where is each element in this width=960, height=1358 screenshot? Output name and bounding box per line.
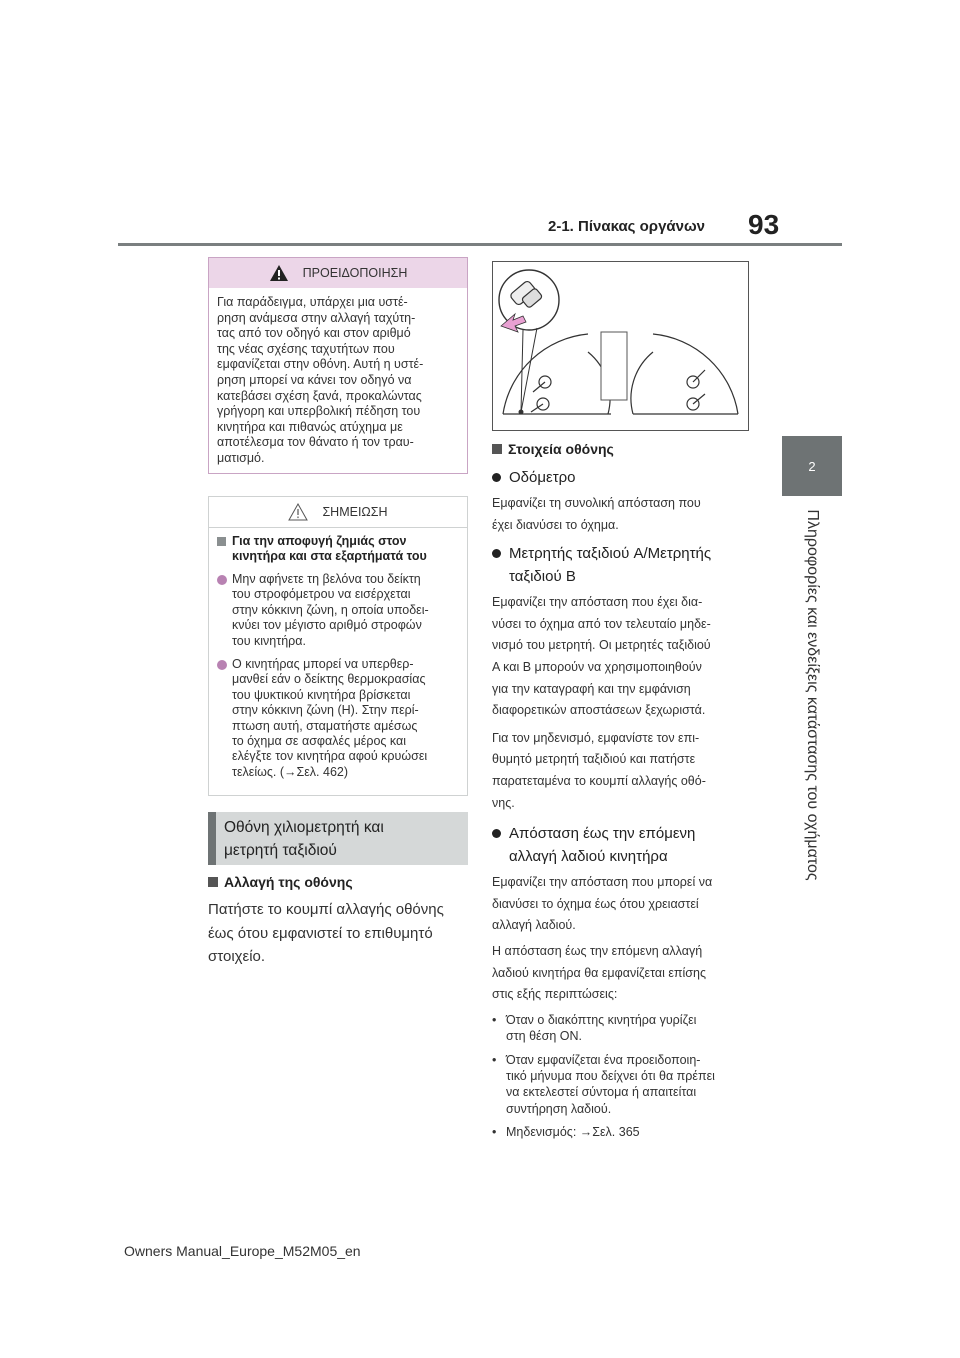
warning-header bbox=[209, 258, 467, 288]
bullet-dot-icon bbox=[492, 473, 501, 482]
warning-line: γρήγορη και υπερβολική πέδηση του bbox=[217, 404, 421, 419]
chapter-number: 2 bbox=[808, 458, 816, 474]
warning-line: Για παράδειγμα, υπάρχει μια υστέ- bbox=[217, 295, 408, 309]
odometer-heading bbox=[492, 466, 762, 489]
text-line: Όταν ο διακόπτης κινητήρα γυρίζει bbox=[506, 1012, 697, 1027]
header-divider bbox=[118, 243, 842, 246]
list-item bbox=[492, 1124, 762, 1140]
bullet-dot-icon bbox=[217, 575, 227, 585]
text-line: έχει διανύσει το όχημα. bbox=[492, 517, 619, 532]
warning-line: τας από τον οδηγό και στον αριθμό bbox=[217, 326, 411, 341]
list-bullet: • bbox=[492, 1125, 497, 1140]
text-line: A και B μπορούν να χρησιμοποιηθούν bbox=[492, 659, 702, 674]
warning-line: ρηση ανάμεσα στην αλλαγή ταχύτη- bbox=[217, 310, 416, 325]
heading-line: Μετρητής ταξιδιού A/Μετρητής bbox=[509, 545, 712, 563]
cluster-drawing bbox=[493, 262, 748, 430]
heading-text: Στοιχεία οθόνης bbox=[508, 441, 614, 457]
chapter-tab bbox=[782, 436, 842, 496]
page-number: 93 bbox=[748, 209, 780, 240]
square-bullet-icon bbox=[492, 444, 502, 454]
trip-reset-text bbox=[492, 728, 762, 814]
note-line: Ο κινητήρας μπορεί να υπερθερ- bbox=[232, 657, 414, 672]
text-line: νης. bbox=[492, 795, 515, 810]
display-change-text bbox=[208, 898, 473, 969]
note-line: του κινητήρα. bbox=[232, 633, 306, 648]
note-item bbox=[217, 572, 459, 649]
note-line: του ψυκτικού κινητήρα βρίσκεται bbox=[232, 687, 411, 702]
note-line: το όχημα σε ασφαλές μέρος και bbox=[232, 734, 407, 749]
bullet-dot-icon bbox=[217, 660, 227, 670]
display-change-section bbox=[208, 874, 473, 969]
chapter-title-vertical bbox=[792, 510, 832, 880]
text-line: στοιχείο. bbox=[208, 948, 266, 965]
note-line: τελείως. (→Σελ. 462) bbox=[232, 764, 349, 779]
text-line: Εμφανίζει τη συνολική απόσταση που bbox=[492, 496, 701, 510]
bullet-dot-icon bbox=[492, 829, 501, 838]
section-header: 2-1. Πίνακας οργάνων bbox=[548, 218, 705, 235]
note-title: ΣΗΜΕΙΩΣΗ bbox=[322, 505, 388, 519]
warning-line: ματισμό. bbox=[217, 450, 265, 465]
warning-line: εμφανίζεται στην οθόνη. Αυτή η υστέ- bbox=[217, 357, 424, 372]
text-line: να εκτελεστεί σύντομα ή απαιτείται bbox=[506, 1085, 697, 1100]
note-line: ελέγξτε τον κινητήρα αφού κρυώσει bbox=[232, 749, 428, 764]
note-line: του στροφόμετρου να εισέρχεται bbox=[232, 587, 411, 602]
text-line: διαφορετικών αποστάσεων ξεχωριστά. bbox=[492, 703, 706, 718]
trip-meter-heading bbox=[492, 542, 762, 588]
text-line: Εμφανίζει την απόσταση που έχει δια- bbox=[492, 595, 703, 610]
notice-triangle-icon bbox=[288, 503, 308, 521]
note-item bbox=[217, 657, 459, 780]
oil-change-text-2 bbox=[492, 941, 762, 1006]
chapter-title: Πληροφορίες και ενδείξεις κατάστασης του οχήματος bbox=[804, 509, 821, 881]
list-bullet: • bbox=[492, 1012, 497, 1027]
warning-line: της νέας σχέσης ταχυτήτων που bbox=[217, 341, 395, 356]
section-title-line: Οθόνη χιλιομετρητή και bbox=[224, 819, 384, 836]
oil-change-text bbox=[492, 872, 762, 937]
instrument-cluster-illustration bbox=[492, 261, 749, 431]
list-item bbox=[492, 1012, 762, 1045]
display-change-heading bbox=[208, 874, 473, 890]
square-bullet-icon bbox=[208, 877, 218, 887]
text-line: Για τον μηδενισμό, εμφανίστε τον επι- bbox=[492, 730, 700, 745]
note-line: κνύει τον μέγιστο αριθμό στροφών bbox=[232, 618, 422, 633]
heading-line: αλλαγή λαδιού κινητήρα bbox=[509, 848, 668, 866]
note-header bbox=[209, 497, 467, 528]
display-items-section bbox=[492, 441, 762, 1141]
trip-meter-text bbox=[492, 592, 762, 722]
note-heading-line: κινητήρα και στα εξαρτήματά του bbox=[232, 549, 427, 563]
text-line: Εμφανίζει την απόσταση που μπορεί να bbox=[492, 875, 713, 890]
section-title bbox=[208, 812, 468, 865]
bullet-dot-icon bbox=[492, 549, 501, 558]
text-line: λαδιού κινητήρα θα εμφανίζεται επίσης bbox=[492, 965, 706, 980]
footer-text: Owners Manual_Europe_M52M05_en bbox=[124, 1243, 361, 1259]
list-bullet: • bbox=[492, 1052, 497, 1067]
warning-line: κινητήρα και πιθανώς ατύχημα με bbox=[217, 419, 403, 434]
heading-line: ταξιδιού B bbox=[509, 568, 576, 586]
text-line: θυμητό μετρητή ταξιδιού και πατήστε bbox=[492, 752, 696, 767]
warning-line: αποτέλεσμα τον θάνατο ή τον τραυ- bbox=[217, 435, 414, 450]
text-line: Όταν εμφανίζεται ένα προειδοποιη- bbox=[506, 1052, 701, 1067]
text-line: έως ότου εμφανιστεί το επιθυμητό bbox=[208, 924, 433, 942]
note-line: πτωση αυτή, σταματήστε αμέσως bbox=[232, 718, 418, 733]
odometer-text bbox=[492, 493, 762, 536]
text-line: αλλαγή λαδιού. bbox=[492, 918, 576, 933]
warning-box bbox=[208, 257, 468, 474]
oil-change-heading bbox=[492, 822, 762, 868]
text-line: Μηδενισμός: →Σελ. 365 bbox=[506, 1125, 640, 1140]
text-line: νισμό του μετρητή. Οι μετρητές ταξιδιού bbox=[492, 638, 711, 653]
note-line: στην κόκκινη ζώνη, η οποία υποδει- bbox=[232, 602, 429, 617]
text-line: Η απόσταση έως την επόμενη αλλαγή bbox=[492, 943, 703, 958]
heading-line: Απόσταση έως την επόμενη bbox=[509, 825, 696, 843]
warning-triangle-icon bbox=[269, 264, 289, 282]
warning-text bbox=[209, 288, 467, 474]
text-line: στη θέση ON. bbox=[506, 1029, 582, 1044]
section-title-line: μετρητή ταξιδιού bbox=[224, 842, 337, 859]
display-items-heading bbox=[492, 441, 762, 457]
heading-text: Αλλαγή της οθόνης bbox=[224, 874, 353, 890]
warning-line: κατεβάσει σχέση ξανά, προκαλώντας bbox=[217, 388, 422, 403]
text-line: τικό μήνυμα που δείχνει ότι θα πρέπει bbox=[506, 1068, 715, 1083]
note-line: μανθεί εάν ο δείκτης θερμοκρασίας bbox=[232, 672, 426, 687]
list-item bbox=[492, 1052, 762, 1118]
heading-text: Οδόμετρο bbox=[509, 469, 576, 486]
note-line: Μην αφήνετε τη βελόνα του δείκτη bbox=[232, 572, 421, 586]
note-box bbox=[208, 496, 468, 796]
note-line: στην κόκκινη ζώνη (H). Στην περί- bbox=[232, 703, 419, 718]
warning-line: ρηση μπορεί να κάνει τον οδηγό να bbox=[217, 372, 412, 387]
note-heading-line: Για την αποφυγή ζημιάς στον bbox=[232, 534, 407, 548]
text-line: για την καταγραφή και την εμφάνιση bbox=[492, 681, 691, 696]
warning-title: ΠΡΟΕΙΔΟΠΟΙΗΣΗ bbox=[302, 266, 408, 280]
text-line: συντήρηση λαδιού. bbox=[506, 1101, 612, 1116]
square-bullet-icon bbox=[217, 537, 226, 546]
text-line: στις εξής περιπτώσεις: bbox=[492, 987, 618, 1002]
text-line: Πατήστε το κουμπί αλλαγής οθόνης bbox=[208, 901, 444, 918]
note-heading bbox=[217, 534, 459, 564]
text-line: διανύσει το όχημα έως ότου χρειαστεί bbox=[492, 896, 699, 911]
text-line: παρατεταμένα το κουμπί αλλαγής οθό- bbox=[492, 773, 706, 788]
text-line: νύσει το όχημα από τον τελευταίο μηδε- bbox=[492, 616, 711, 631]
